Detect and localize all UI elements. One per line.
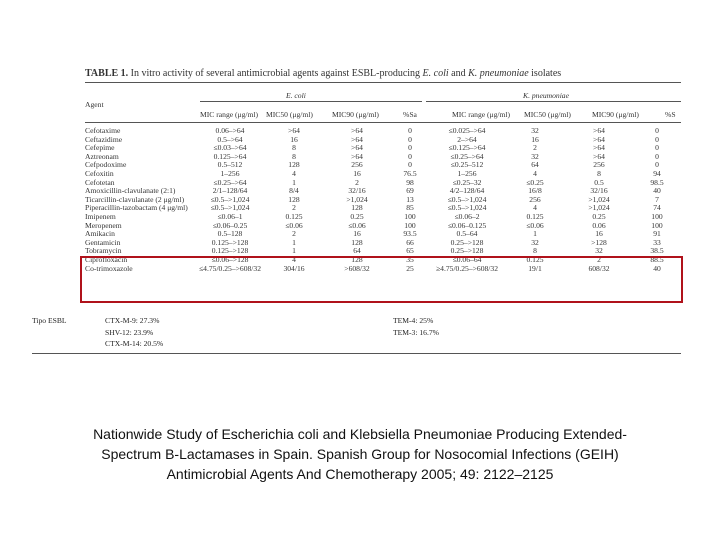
value-cell: 0.25 (350, 211, 364, 221)
value-cell: ≤0.025–>64 (448, 126, 486, 135)
agent-name-cell: Cefepime (85, 143, 115, 153)
table-title-text: In vitro activity of several antimicrobial agents against ESBL-producing (130, 68, 421, 79)
value-cell: 1–256 (220, 168, 240, 178)
value-cell: 128 (351, 254, 363, 264)
agent-name-cell: Cefpodoxime (85, 160, 127, 170)
value-cell: 256 (529, 194, 541, 204)
value-cell: 2 (597, 254, 601, 264)
value-cell: 128 (351, 237, 363, 247)
value-cell: ≥4.75/0.25–>608/32 (435, 263, 499, 273)
agent-name-cell: Ticarcillin-clavulanate (2 μg/ml) (85, 194, 185, 204)
esbl-label: Tipo ESBL (32, 316, 67, 325)
value-cell: 88.5 (650, 254, 664, 264)
agent-name-cell: Cefotetan (85, 177, 115, 187)
value-cell: 16 (290, 134, 298, 144)
value-cell: 0.125–>128 (211, 246, 249, 256)
header-group-rule-kpneumoniae (426, 101, 681, 102)
value-cell: 2 (355, 177, 359, 187)
table-label: TABLE 1. (85, 68, 129, 79)
value-cell: 85 (406, 203, 414, 213)
header-agent: Agent (85, 100, 104, 109)
value-cell: 608/32 (588, 263, 610, 273)
value-cell: >1,024 (588, 194, 610, 204)
table-row (85, 136, 681, 145)
value-cell: ≤0.03–>64 (213, 143, 247, 153)
table-row (85, 239, 681, 248)
value-cell: 0.25–>128 (450, 246, 484, 256)
agent-name-cell: Cefoxitin (85, 168, 114, 178)
agent-name-cell: Meropenem (85, 220, 122, 230)
value-cell: 32/16 (590, 186, 608, 196)
value-cell: >64 (351, 134, 363, 144)
value-cell: >64 (351, 126, 363, 135)
value-cell: ≤0.25 (526, 177, 544, 187)
table-row (85, 161, 681, 170)
value-cell: 35 (406, 254, 414, 264)
value-cell: 13 (406, 194, 414, 204)
agent-name-cell: Tobramycin (85, 246, 122, 256)
value-cell: 8 (292, 151, 296, 161)
value-cell: ≤0.06 (526, 220, 544, 230)
header-col-4: %Sa (403, 110, 417, 119)
agent-name-cell: Aztreonam (85, 151, 119, 161)
value-cell: >64 (351, 151, 363, 161)
value-cell: 65 (406, 246, 414, 256)
value-cell: 93.5 (403, 229, 417, 239)
value-cell: 0.125 (526, 254, 544, 264)
value-cell: 8 (597, 168, 601, 178)
value-cell: >1,024 (346, 194, 368, 204)
value-cell: 0 (408, 126, 412, 135)
agent-name-cell: Amikacin (85, 229, 115, 239)
value-cell: 7 (655, 194, 659, 204)
esbl-kpn-line: TEM-3: 16.7% (393, 327, 439, 337)
value-cell: >64 (593, 151, 605, 161)
esbl-ecoli-line: SHV-12: 23.9% (105, 327, 154, 337)
value-cell: ≤0.06–>128 (211, 254, 249, 264)
value-cell: 1–256 (457, 168, 477, 178)
value-cell: ≤0.06–0.125 (447, 220, 487, 230)
value-cell: 40 (653, 263, 661, 273)
value-cell: 0.125–>128 (211, 237, 249, 247)
value-cell: 0 (655, 134, 659, 144)
value-cell: ≤0.06–64 (452, 254, 482, 264)
header-col-7: MIC90 (μg/ml) (592, 110, 639, 119)
value-cell: 100 (404, 211, 416, 221)
table-title-and: and (451, 68, 466, 79)
value-cell: 2/1–128/64 (212, 186, 248, 196)
value-cell: 16 (353, 229, 361, 239)
value-cell: 98 (406, 177, 414, 187)
value-cell: ≤0.06 (348, 220, 366, 230)
value-cell: 8 (292, 143, 296, 153)
value-cell: 0.125 (526, 211, 544, 221)
esbl-kpn-line: TEM-4: 25% (393, 316, 434, 325)
value-cell: 2 (292, 229, 296, 239)
value-cell: 100 (651, 220, 663, 230)
value-cell: 304/16 (283, 263, 305, 273)
table-row (85, 247, 681, 256)
table-row (85, 127, 681, 136)
value-cell: 0 (655, 160, 659, 170)
value-cell: 32 (531, 126, 539, 135)
esbl-bottom-rule (32, 353, 681, 354)
value-cell: 2–>64 (457, 134, 477, 144)
header-col-3: MIC90 (μg/ml) (332, 110, 379, 119)
table-top-rule (85, 82, 681, 83)
value-cell: 25 (406, 263, 414, 273)
table-row (85, 153, 681, 162)
header-col-2: MIC50 (μg/ml) (266, 110, 313, 119)
header-group-ecoli: E. coli (286, 91, 306, 100)
agent-name-cell: Ceftazidime (85, 134, 123, 144)
value-cell: ≤0.25–512 (450, 160, 484, 170)
value-cell: 64 (531, 160, 539, 170)
value-cell: 0 (655, 126, 659, 135)
value-cell: ≤0.5–>1,024 (210, 203, 250, 213)
header-col-1: MIC range (μg/ml) (200, 110, 259, 119)
value-cell: 128 (351, 203, 363, 213)
value-cell: 0.5–64 (456, 229, 478, 239)
value-cell: ≤0.125–>64 (448, 143, 486, 153)
value-cell: 0.06–>64 (215, 126, 245, 135)
value-cell: 40 (653, 186, 661, 196)
value-cell: 16 (595, 229, 603, 239)
esbl-ecoli-types (105, 315, 163, 350)
value-cell: 76.5 (403, 168, 417, 178)
caption-line-1: Nationwide Study of Escherichia coli and Klebsiella Pneumoniae Producing Extended- (93, 426, 627, 442)
value-cell: 19/1 (528, 263, 542, 273)
agent-name-cell: Gentamicin (85, 237, 121, 247)
value-cell: >64 (593, 134, 605, 144)
header-col-6: MIC50 (μg/ml) (524, 110, 571, 119)
value-cell: 74 (653, 203, 661, 213)
table-title-org1: E. coli (422, 68, 449, 79)
value-cell: 0.5–128 (217, 229, 243, 239)
table-row (85, 222, 681, 231)
value-cell: 0.5–512 (217, 160, 243, 170)
value-cell: 64 (353, 246, 361, 256)
value-cell: ≤0.25–32 (452, 177, 482, 187)
value-cell: 0 (655, 143, 659, 153)
value-cell: 8/4 (289, 186, 299, 196)
value-cell: 0.5 (594, 177, 604, 187)
table-title-end: isolates (531, 68, 562, 79)
value-cell: 66 (406, 237, 414, 247)
table-row (85, 144, 681, 153)
value-cell: 0 (408, 151, 412, 161)
value-cell: 4 (533, 168, 537, 178)
value-cell: ≤0.5–>1,024 (447, 194, 487, 204)
value-cell: 0 (408, 143, 412, 153)
agent-name-cell: Ciprofloxacin (85, 254, 128, 264)
value-cell: 32 (595, 246, 603, 256)
value-cell: >64 (593, 126, 605, 135)
value-cell: 32 (531, 237, 539, 247)
agent-name-cell: Cefotaxime (85, 126, 121, 135)
value-cell: 4 (292, 254, 296, 264)
value-cell: 256 (351, 160, 363, 170)
mic-table (85, 127, 681, 273)
agent-name-cell: Co-trimoxazole (85, 263, 133, 273)
value-cell: 32 (531, 151, 539, 161)
value-cell: 256 (593, 160, 605, 170)
table-title-org2: K. pneumoniae (468, 68, 529, 79)
value-cell: ≤0.06–0.25 (212, 220, 248, 230)
value-cell: 100 (651, 211, 663, 221)
table-row (85, 170, 681, 179)
value-cell: 98.5 (650, 177, 664, 187)
value-cell: 0 (408, 134, 412, 144)
value-cell: ≤0.25–>64 (450, 151, 484, 161)
value-cell: >1,024 (588, 203, 610, 213)
caption-line-2: Spectrum B-Lactamases in Spain. Spanish Group for Nosocomial Infections (GEIH) (101, 446, 619, 462)
value-cell: 100 (404, 220, 416, 230)
caption-line-3: Antimicrobial Agents And Chemotherapy 2005; 49: 2122–2125 (166, 466, 554, 482)
agent-name-cell: Imipenem (85, 211, 116, 221)
highlight-box (80, 256, 683, 303)
value-cell: 128 (288, 160, 300, 170)
value-cell: 16/8 (528, 186, 542, 196)
value-cell: 16 (353, 168, 361, 178)
table-title (85, 68, 685, 79)
value-cell: 0 (655, 151, 659, 161)
value-cell: 38.5 (650, 246, 664, 256)
value-cell: 0 (408, 160, 412, 170)
value-cell: 91 (653, 229, 661, 239)
value-cell: 1 (533, 229, 537, 239)
value-cell: 4 (292, 168, 296, 178)
value-cell: 0.125–>64 (213, 151, 247, 161)
value-cell: >64 (593, 143, 605, 153)
value-cell: >64 (351, 143, 363, 153)
value-cell: ≤0.5–>1,024 (447, 203, 487, 213)
value-cell: 1 (292, 177, 296, 187)
header-col-8: %S (665, 110, 676, 119)
value-cell: 16 (531, 134, 539, 144)
value-cell: 128 (288, 194, 300, 204)
agent-name-cell: Amoxicillin-clavulanate (2:1) (85, 186, 176, 196)
esbl-ecoli-line: CTX-M-14: 20.5% (105, 339, 164, 348)
value-cell: 1 (292, 237, 296, 247)
value-cell: 0.06 (592, 220, 606, 230)
value-cell: 2 (292, 203, 296, 213)
esbl-ecoli-line: CTX-M-9: 27.3% (105, 316, 160, 325)
value-cell: 1 (292, 246, 296, 256)
header-group-rule-ecoli (200, 101, 422, 102)
agent-name-cell: Piperacillin-tazobactam (4 μg/ml) (85, 203, 188, 213)
value-cell: 33 (653, 237, 661, 247)
value-cell: 8 (533, 246, 537, 256)
value-cell: >64 (288, 126, 300, 135)
value-cell: ≤0.5–>1,024 (210, 194, 250, 204)
value-cell: 94 (653, 168, 661, 178)
value-cell: 2 (533, 143, 537, 153)
value-cell: 32/16 (348, 186, 366, 196)
header-group-kpneumoniae: K. pneumoniae (523, 91, 569, 100)
value-cell: ≤0.25–>64 (213, 177, 247, 187)
value-cell: >128 (591, 237, 607, 247)
esbl-kpneumoniae-types (393, 315, 439, 338)
value-cell: 4 (533, 203, 537, 213)
value-cell: 69 (406, 186, 414, 196)
header-col-5: MIC range (μg/ml) (452, 110, 511, 119)
value-cell: 0.125 (285, 211, 303, 221)
value-cell: 0.25–>128 (450, 237, 484, 247)
value-cell: 4/2–128/64 (449, 186, 485, 196)
citation-caption (40, 424, 680, 484)
value-cell: ≤4.75/0.25–>608/32 (198, 263, 262, 273)
value-cell: ≤0.06–2 (454, 211, 480, 221)
value-cell: 0.25 (592, 211, 606, 221)
header-bottom-rule (85, 122, 681, 123)
value-cell: >608/32 (344, 263, 370, 273)
value-cell: ≤0.06 (285, 220, 303, 230)
value-cell: 0.5–>64 (217, 134, 243, 144)
value-cell: ≤0.06–1 (217, 211, 243, 221)
